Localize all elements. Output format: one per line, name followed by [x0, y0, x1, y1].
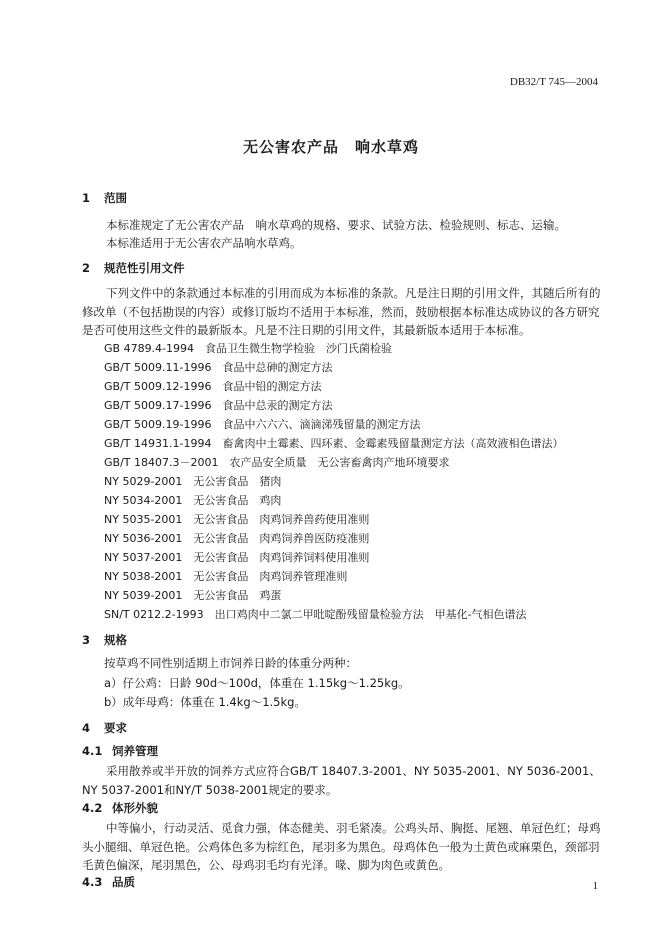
- reference-item: GB/T 14931.1-1994 畜禽肉中土霉素、四环素、金霉素残留量测定方法（高效液相色谱法）: [104, 437, 564, 450]
- section-number: 1: [82, 191, 91, 205]
- section-1-heading: [82, 190, 127, 206]
- page-number: 1: [592, 880, 598, 892]
- reference-item: NY 5029-2001 无公害食品 猪肉: [104, 475, 282, 488]
- scope-paragraph-1: 本标准规定了无公害农产品 响水草鸡的规格、要求、试验方法、检验规则、标志、运输。: [106, 218, 566, 232]
- section-4-heading: [82, 720, 127, 736]
- section-title: 范围: [104, 191, 127, 205]
- reference-item: NY 5038-2001 无公害食品 肉鸡饲养管理准则: [104, 570, 348, 583]
- section-title: 规格: [104, 633, 127, 647]
- scope-paragraph-2: 本标准适用于无公害农产品响水草鸡。: [106, 236, 302, 250]
- section-number: 3: [82, 633, 91, 647]
- subsection-number: 4.3: [82, 875, 103, 889]
- section-2-heading: [82, 260, 185, 276]
- subsection-4-1-heading: [82, 743, 158, 759]
- subsection-title: 品质: [112, 875, 135, 889]
- subsection-number: 4.2: [82, 801, 103, 815]
- spec-item-a: a）仔公鸡：日龄 90d～100d，体重在 1.15kg～1.25kg。: [104, 676, 410, 690]
- section-number: 2: [82, 261, 91, 275]
- subsection-4-2-text: 中等偏小，行动灵活、觅食力强，体态健美、羽毛紧凑。公鸡头昂、胸挺、尾翘、单冠色红；母鸡头小腿细、单冠色艳。公鸡体色多为棕红色，尾羽多为黑色。母鸡体色一般为土黄色或麻栗色，颈部羽毛黄色偏深，尾羽黑色，公、母鸡羽毛均有光泽。喙、脚为肉色或黄色。: [82, 821, 601, 872]
- reference-item: NY 5039-2001 无公害食品 鸡蛋: [104, 589, 282, 602]
- section-title: 规范性引用文件: [104, 261, 185, 275]
- reference-item: GB/T 18407.3－2001 农产品安全质量 无公害畜禽肉产地环境要求: [104, 456, 450, 469]
- reference-item: NY 5034-2001 无公害食品 鸡肉: [104, 494, 282, 507]
- subsection-4-1-text: 采用散养或半开放的饲养方式应符合GB/T 18407.3-2001、NY 5035-2001、NY 5036-2001、NY 5037-2001和NY/T 5038-2001规定的要求。: [82, 764, 601, 797]
- reference-item: NY 5036-2001 无公害食品 肉鸡饲养兽医防疫准则: [104, 532, 370, 545]
- subsection-number: 4.1: [82, 744, 103, 758]
- reference-item: NY 5035-2001 无公害食品 肉鸡饲养兽药使用准则: [104, 513, 370, 526]
- reference-item: GB/T 5009.17-1996 食品中总汞的测定方法: [104, 399, 333, 412]
- reference-item: GB/T 5009.11-1996 食品中总砷的测定方法: [104, 361, 333, 374]
- normative-intro: 下列文件中的条款通过本标准的引用而成为本标准的条款。凡是注日期的引用文件，其随后所有的修改单（不包括勘误的内容）或修订版均不适用于本标准，然而，鼓励根据本标准达成协议的各方研究是否可使用这些文件的最新版本。凡是不注日期的引用文件，其最新版本适用于本标准。: [82, 286, 601, 337]
- reference-item: SN/T 0212.2-1993 出口鸡肉中二氯二甲吡啶酚残留量检验方法 甲基化-气相色谱法: [104, 608, 527, 621]
- document-number: DB32/T 745—2004: [509, 76, 598, 88]
- subsection-4-3-heading: [82, 874, 135, 890]
- subsection-title: 饲养管理: [112, 744, 158, 758]
- subsection-4-2-heading: [82, 800, 158, 816]
- reference-item: NY 5037-2001 无公害食品 肉鸡饲养饲料使用准则: [104, 551, 370, 564]
- document-title: 无公害农产品 响水草鸡: [242, 138, 419, 156]
- reference-item: GB 4789.4-1994 食品卫生微生物学检验 沙门氏菌检验: [104, 342, 393, 355]
- section-title: 要求: [104, 721, 127, 735]
- spec-intro: 按草鸡不同性别适期上市饲养日龄的体重分两种：: [104, 656, 357, 670]
- reference-item: GB/T 5009.19-1996 食品中六六六、滴滴涕残留量的测定方法: [104, 418, 421, 431]
- spec-item-b: b）成年母鸡：体重在 1.4kg～1.5kg。: [104, 695, 306, 709]
- section-3-heading: [82, 632, 127, 648]
- reference-item: GB/T 5009.12-1996 食品中铅的测定方法: [104, 380, 322, 393]
- subsection-title: 体形外貌: [112, 801, 158, 815]
- section-number: 4: [82, 721, 91, 735]
